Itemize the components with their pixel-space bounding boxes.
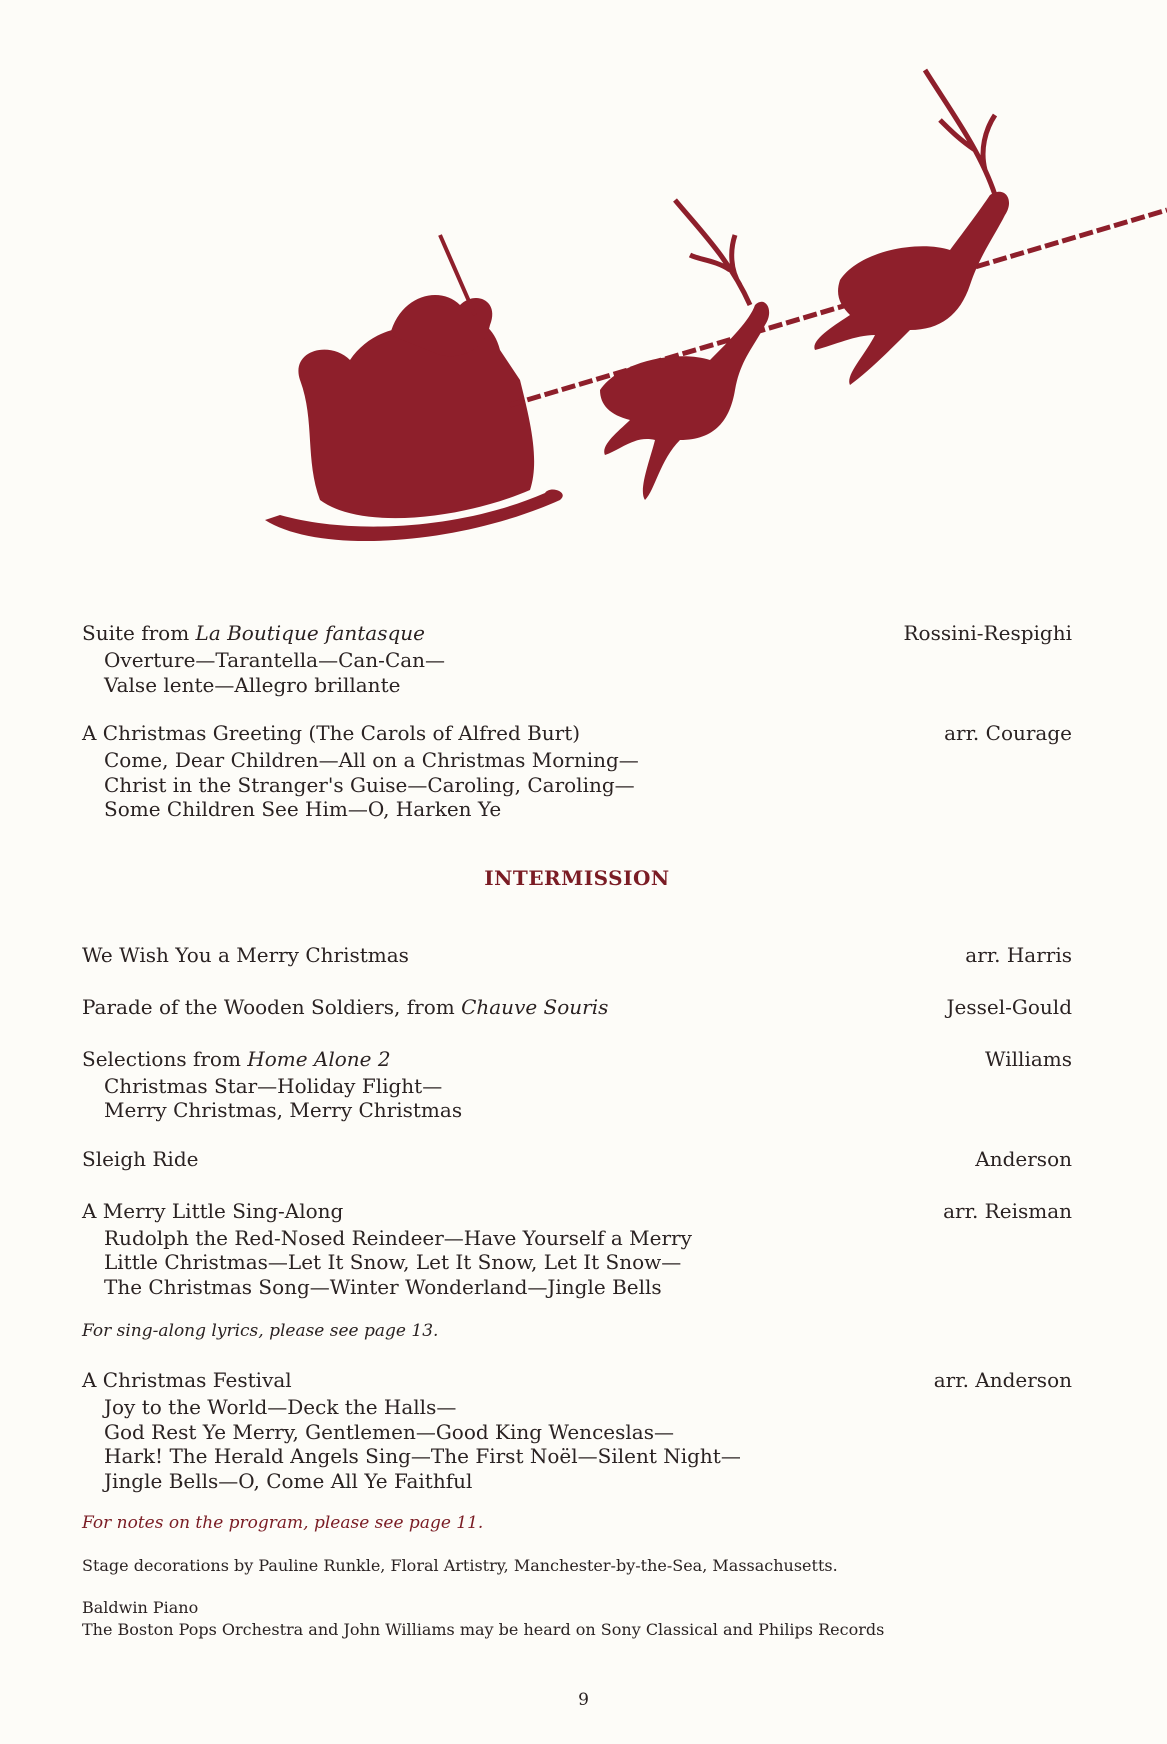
stage-decorations-credit: Stage decorations by Pauline Runkle, Floral Artistry, Manchester-by-the-Sea, Massachusetts.: [82, 1556, 838, 1575]
program-item: [82, 720, 1072, 822]
piece-title: Sleigh Ride: [82, 1146, 199, 1171]
sleigh-body: [298, 318, 534, 518]
piece-movements: Joy to the World—Deck the Halls— God Rest Ye Merry, Gentlemen—Good King Wenceslas— Hark! The Herald Angels Sing—The First Noël—Silent Night— Jingle Bells—O, Come All Ye Faithful: [104, 1395, 741, 1493]
piece-title: A Christmas Greeting (The Carols of Alfred Burt): [82, 721, 581, 745]
piece-movements: Come, Dear Children—All on a Christmas Morning— Christ in the Stranger's Guise—Caroling, Caroling— Some Children See Him—O, Harken Ye: [104, 748, 639, 821]
piece-composer: Jessel-Gould: [946, 994, 1072, 1019]
program-notes-note: For notes on the program, please see page 11.: [82, 1513, 484, 1533]
reins: [510, 210, 1167, 405]
piece-title: Selections from Home Alone 2: [82, 1046, 391, 1071]
piece-composer: Rossini-Respighi: [903, 621, 1072, 645]
piece-composer: Anderson: [975, 1146, 1072, 1171]
piece-movements: Rudolph the Red-Nosed Reindeer—Have Yourself a Merry Little Christmas—Let It Snow, Let It Snow, Let It Snow— The Christmas Song—Winter Wonderland—Jingle Bells: [104, 1225, 692, 1299]
program-item: [82, 994, 1072, 1020]
reindeer-1: [600, 302, 769, 500]
santa-sleigh-illustration: [260, 60, 1167, 560]
page-number: 9: [578, 1690, 589, 1710]
piece-title: Parade of the Wooden Soldiers, from Chauve Souris: [82, 994, 609, 1019]
program-item: [82, 1367, 1072, 1493]
reindeer-2: [814, 192, 1009, 385]
piece-title: A Christmas Festival: [82, 1368, 292, 1392]
program-item: [82, 1198, 1072, 1300]
program-item: [82, 620, 1072, 697]
intermission-heading: INTERMISSION: [484, 865, 670, 890]
piece-composer: arr. Reisman: [943, 1198, 1072, 1223]
piece-movements: Overture—Tarantella—Can-Can— Valse lente—Allegro brillante: [104, 648, 446, 697]
piece-title: We Wish You a Merry Christmas: [82, 942, 409, 967]
piece-composer: arr. Harris: [965, 942, 1072, 967]
piano-credit: Baldwin Piano: [82, 1598, 199, 1617]
reindeer-2-antlers: [925, 70, 995, 195]
program-item: [82, 1046, 1072, 1123]
piece-composer: arr. Courage: [944, 721, 1072, 745]
reindeer-1-antlers: [675, 200, 750, 305]
piece-composer: Williams: [985, 1046, 1072, 1071]
piece-title: Suite from La Boutique fantasque: [82, 621, 425, 645]
program-item: [82, 1146, 1072, 1172]
singalong-note: For sing-along lyrics, please see page 13.: [82, 1321, 439, 1341]
piece-movements: Christmas Star—Holiday Flight— Merry Christmas, Merry Christmas: [104, 1073, 463, 1122]
records-credit: The Boston Pops Orchestra and John Williams may be heard on Sony Classical and Philips Records: [82, 1620, 885, 1639]
program-item: [82, 942, 1072, 968]
piece-composer: arr. Anderson: [933, 1368, 1072, 1392]
piece-title: A Merry Little Sing-Along: [82, 1198, 344, 1223]
concert-program: [82, 620, 1072, 1641]
